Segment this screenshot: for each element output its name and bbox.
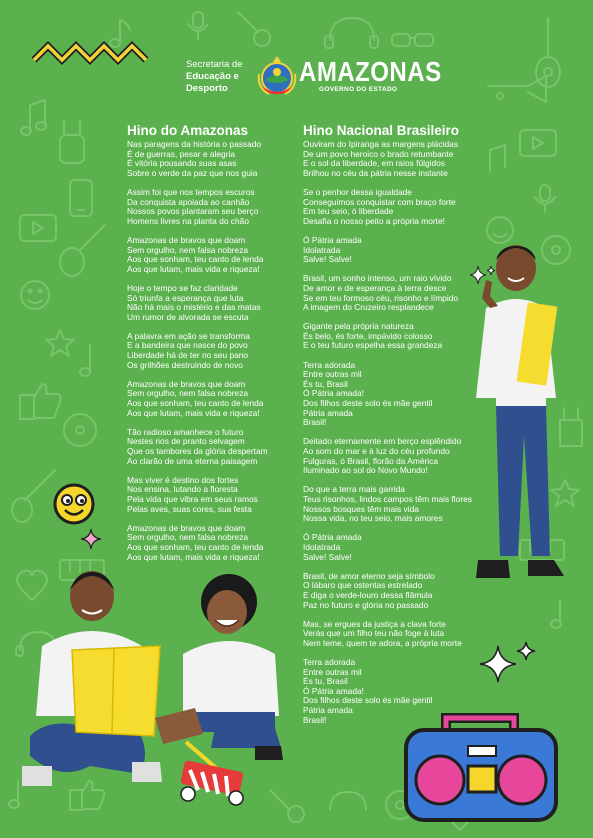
lyric-line: Nossos bosques têm mais vida <box>303 503 419 514</box>
lyric-line: O lábaro que ostentas estrelado <box>303 580 423 591</box>
lyric-line: Se o penhor dessa igualdade <box>303 186 412 197</box>
boy-thumbs-up-illustration <box>468 238 568 618</box>
lyric-line: Dos filhos deste solo és mãe gentil <box>303 398 433 409</box>
vinyl-icon <box>64 414 96 446</box>
sparkle-icon <box>468 264 498 288</box>
lyric-line: Pelas aves, suas cores, sua festa <box>127 503 252 514</box>
guitar-icon <box>270 790 304 822</box>
stanza <box>127 476 297 514</box>
lyric-line: Sobre o verde da paz que nos guia <box>127 167 258 178</box>
lyric-line: Amazonas de bravos que doam <box>127 378 246 389</box>
lyric-line: É vitória pousando suas asas <box>127 158 237 169</box>
lyric-line: Só triunfa a esperança que luta <box>127 292 244 303</box>
lyric-line: Nossa vida, no teu seio, mais amores <box>303 513 443 524</box>
lyric-line: Nestes rios de pranto selvagem <box>127 436 245 447</box>
secretaria-line-2: Educação e <box>186 71 239 82</box>
lyric-line: Nas paragens da história o passado <box>127 139 262 149</box>
lyric-line: Aos que sonham, teu canto de lenda <box>127 541 264 552</box>
lyric-line: Conseguimos conquistar com braço forte <box>303 196 456 207</box>
lyric-line: Não há mais o mistério e das matas <box>127 302 261 313</box>
lyric-line: Teus risonhos, lindos campos têm mais flores <box>303 493 472 504</box>
lyric-line: Aos que lutam, mais vida e riqueza! <box>127 407 260 418</box>
lyric-line: Os grilhões destruindo de novo <box>127 359 243 370</box>
hino-amazonas-title: Hino do Amazonas <box>127 123 249 138</box>
secretaria-label <box>186 59 243 95</box>
lyric-line: Que os tambores da glória despertam <box>127 446 268 456</box>
lyric-line: Brasil, de amor eterno seja símbolo <box>303 570 435 581</box>
music-note-icon <box>490 145 505 172</box>
lyric-line: Ó Pátria amada! <box>303 388 364 399</box>
lyric-line: Amazonas de bravos que doam <box>127 522 246 533</box>
lyric-line: E a bandeira que nasce do povo <box>127 340 248 351</box>
lyric-line: Sem orgulho, nem falsa nobreza <box>127 244 249 255</box>
trumpet-icon <box>488 76 546 102</box>
stanza <box>303 322 473 351</box>
hino-amazonas-stanzas <box>127 140 297 562</box>
phone-icon <box>70 180 92 216</box>
secretaria-line-1: Secretaria de <box>186 59 243 70</box>
lyric-line: Sem orgulho, nem falsa nobreza <box>127 388 249 399</box>
lyric-line: De amor e de esperança à terra desce <box>303 282 447 293</box>
lyric-line: Entre outras mil <box>303 666 362 677</box>
stanza <box>303 188 473 226</box>
headphones-icon <box>325 18 378 48</box>
stanza <box>303 485 473 523</box>
lyric-line: Em teu seio, ó liberdade <box>303 206 394 217</box>
stanza <box>127 332 297 370</box>
lyric-line: Entre outras mil <box>303 369 362 380</box>
headphones-icon <box>330 792 366 810</box>
lyric-line: Terra adorada <box>303 359 356 370</box>
lyric-line: E o teu futuro espelha essa grandeza <box>303 340 443 351</box>
lyric-line: A imagem do Cruzeiro resplandece <box>303 302 434 313</box>
stanza <box>303 572 473 610</box>
stanza <box>127 188 297 226</box>
lyric-line: Nos ensina, lutando a floresta <box>127 484 238 495</box>
stanza <box>303 533 473 562</box>
stanza <box>127 428 297 466</box>
stanza <box>303 274 473 312</box>
stanza <box>127 236 297 274</box>
lyric-line: Dos filhos deste solo és mãe gentil <box>303 695 433 706</box>
music-note-icon <box>9 780 19 808</box>
lyric-line: Hoje o tempo se faz claridade <box>127 282 238 293</box>
lyric-line: Sem orgulho, nem falsa nobreza <box>127 532 249 543</box>
brand-subtitle: GOVERNO DO ESTADO <box>319 86 398 93</box>
boombox-icon <box>400 708 560 826</box>
guitar-icon <box>238 12 270 46</box>
lyric-line: Desafia o nosso peito a própria morte! <box>303 215 445 226</box>
lyric-line: De um povo heroico o brado retumbante <box>303 148 454 159</box>
lyric-line: E diga o verde-louro dessa flâmula <box>303 589 433 600</box>
lyric-line: Salve! Salve! <box>303 254 352 265</box>
stanza <box>303 140 473 178</box>
sparkle-icon <box>478 640 540 690</box>
lyric-line: Gigante pela própria natureza <box>303 321 414 332</box>
stanza <box>303 437 473 475</box>
sparkle-icon <box>80 528 102 550</box>
lyric-line: Nem teme, quem te adora, a própria morte <box>303 637 462 648</box>
lyric-line: Aos que sonham, teu canto de lenda <box>127 254 264 265</box>
lyric-line: Salve! Salve! <box>303 551 352 562</box>
thumbs-up-icon <box>20 384 61 419</box>
lyric-line: Tão radioso amanhece o futuro <box>127 426 244 437</box>
lyric-line: Terra adorada <box>303 657 356 668</box>
lyric-line: Ó Pátria amada! <box>303 685 364 696</box>
lyric-line: Brasil! <box>303 714 327 725</box>
lyric-line: És tu, Brasil <box>303 676 348 687</box>
stanza <box>127 284 297 322</box>
lyric-line: Brilhou no céu da pátria nesse instante <box>303 167 448 178</box>
music-note-icon <box>21 100 46 135</box>
stanza <box>127 380 297 418</box>
stanza <box>303 361 473 428</box>
lyric-line: Aos que lutam, mais vida e riqueza! <box>127 551 260 562</box>
lyric-line: Pátria amada <box>303 407 353 418</box>
hino-nacional-title: Hino Nacional Brasileiro <box>303 123 460 138</box>
boy-reading-illustration <box>22 566 172 796</box>
hino-nacional-stanzas <box>303 140 473 725</box>
stanza <box>303 236 473 265</box>
video-play-icon <box>520 130 556 156</box>
lyric-line: Liberdade há de ter no seu pano <box>127 350 249 361</box>
guitar-icon <box>536 18 560 87</box>
lyric-line: Do que a terra mais garrida <box>303 484 405 495</box>
stanza <box>303 620 473 649</box>
lyric-line: Deitado eternamente em berço esplêndido <box>303 436 462 447</box>
video-play-icon <box>20 215 56 241</box>
lyric-line: Aos que lutam, mais vida e riqueza! <box>127 263 260 274</box>
guitar-icon <box>12 470 55 522</box>
lyric-line: E o sol da liberdade, em raios fúlgidos <box>303 158 445 169</box>
smiley-doodle-icon <box>21 281 49 309</box>
lyric-line: É de guerras, pesar e alegria <box>127 148 236 159</box>
lyric-line: Pela vida que vibra em seus ramos <box>127 493 258 504</box>
hino-nacional-column <box>303 124 473 735</box>
lyric-line: Amazonas de bravos que doam <box>127 234 246 245</box>
toy-xylophone-icon <box>176 736 256 806</box>
lyric-line: Nossos povos plantaram seu berço <box>127 206 259 217</box>
amazonas-crest-icon <box>257 54 297 98</box>
secretaria-line-3: Desporto <box>186 83 228 94</box>
microphone-icon <box>188 12 208 39</box>
lyric-line: Assim foi que nos tempos escuros <box>127 186 255 197</box>
lyric-line: Paz no futuro e glória no passado <box>303 599 429 610</box>
lyric-line: Mas viver é destino dos fortes <box>127 474 239 485</box>
lyric-line: Iluminado ao sol do Novo Mundo! <box>303 465 428 476</box>
smiley-face-icon <box>50 480 100 530</box>
hino-amazonas-column <box>127 124 297 572</box>
hand-rock-icon <box>60 121 84 163</box>
lyric-line: Aos que sonham, teu canto de lenda <box>127 398 264 409</box>
guitar-icon <box>60 225 105 276</box>
stanza <box>127 140 297 178</box>
lyric-line: Ao clarão de uma eterna paisagem <box>127 455 258 466</box>
lyric-line: Se em teu formoso céu, risonho e límpido <box>303 292 459 303</box>
zigzag-decoration-icon <box>30 38 150 72</box>
lyric-line: És tu, Brasil <box>303 378 348 389</box>
lyric-line: Pátria amada <box>303 705 353 716</box>
lyric-line: Ouviram do Ipiranga as margens plácidas <box>303 139 459 149</box>
lyric-line: Brasil! <box>303 417 327 428</box>
lyric-line: Idolatrada <box>303 541 341 552</box>
music-note-icon <box>80 345 90 376</box>
lyric-line: Homens livres na planta do chão <box>127 215 249 226</box>
lyric-line: Um rumor de alvorada se escuta <box>127 311 249 322</box>
lyric-line: Mas, se ergues da justiça a clava forte <box>303 618 446 629</box>
lyric-line: Ó Pátria amada <box>303 234 362 245</box>
lyric-line: Idolatrada <box>303 244 341 255</box>
star-icon <box>46 330 74 356</box>
lyric-line: És belo, és forte, impávido colosso <box>303 330 433 341</box>
lyric-line: Fulguras, ó Brasil, florão da América <box>303 455 438 466</box>
lyric-line: Ao som do mar e à luz do céu profundo <box>303 446 450 456</box>
lyric-line: Brasil, um sonho intenso, um raio vívido <box>303 273 452 284</box>
brand-logo <box>299 58 465 93</box>
stanza <box>127 524 297 562</box>
lyric-line: Ó Pátria amada <box>303 532 362 543</box>
lyric-line: Da conquista apoiada ao canhão <box>127 196 250 207</box>
microphone-icon <box>535 185 555 212</box>
lyric-line: A palavra em ação se transforma <box>127 330 250 341</box>
sunglasses-icon <box>392 34 433 46</box>
brand-name: AMAZONAS <box>299 56 442 87</box>
lyric-line: Verás que um filho teu não foge à luta <box>303 628 445 639</box>
